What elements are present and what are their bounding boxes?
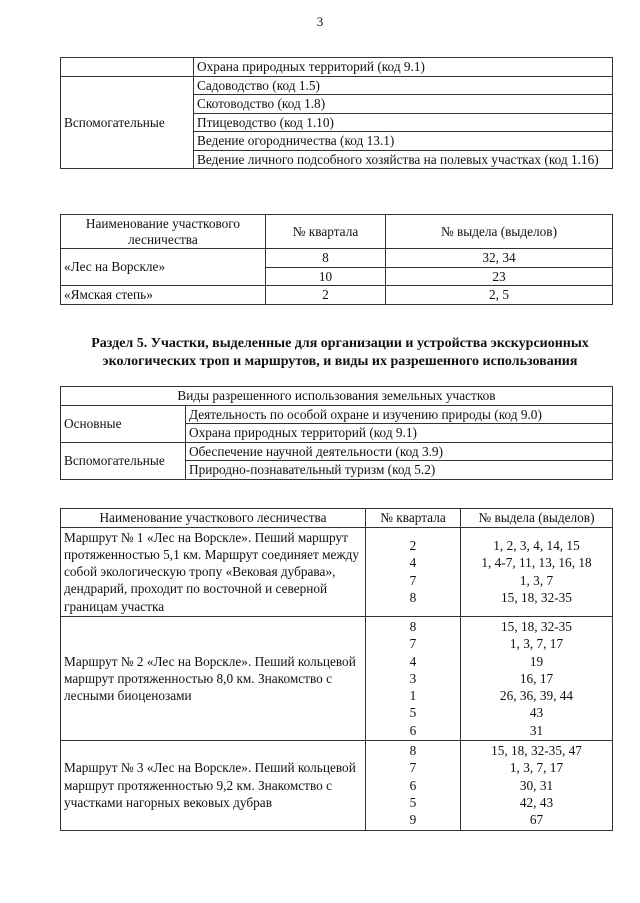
quarter-value: 4: [409, 653, 417, 669]
table-cell: Обеспечение научной деятельности (код 3.9): [186, 442, 613, 461]
allotment-value: 1, 4-7, 11, 13, 16, 18: [481, 555, 592, 571]
table-cell: Садоводство (код 1.5): [194, 76, 613, 95]
table-row: [61, 58, 613, 77]
table-cell: Природно-познавательный туризм (код 5.2): [186, 461, 613, 480]
table-row: [61, 405, 613, 424]
allotment-value: 1, 3, 7: [519, 572, 554, 588]
quarter-value: 5: [409, 794, 417, 810]
table-cell: Ведение огородничества (код 13.1): [194, 132, 613, 151]
allotment-value: 19: [529, 653, 544, 669]
quarter-value: 5: [409, 705, 417, 721]
section-heading: Раздел 5. Участки, выделенные для организации и устройства экскурсионных экологических троп и маршрутов, и виды их разрешенного использования: [91, 336, 589, 369]
table-row: [61, 616, 613, 740]
forestry-name-cell: «Ямская степь»: [61, 286, 266, 305]
table-cell: Птицеводство (код 1.10): [194, 113, 613, 132]
quarter-cell: [366, 616, 461, 740]
allotment-value: 16, 17: [519, 670, 554, 686]
quarter-value: 7: [409, 636, 417, 652]
allotment-value: 15, 18, 32-35: [501, 590, 572, 606]
route-description-cell: Маршрут № 2 «Лес на Ворскле». Пеший кольцевой маршрут протяженностью 8,0 км. Знакомство с лесными биоценозами: [61, 616, 366, 740]
quarter-value: 7: [409, 572, 417, 588]
table-row: [61, 249, 613, 268]
header-cell: № выдела (выделов): [386, 215, 613, 249]
header-cell: Наименование участкового лесничества: [61, 509, 366, 528]
table-cell: Скотоводство (код 1.8): [194, 95, 613, 114]
forestry-quarters-table: [60, 214, 613, 305]
table-row: [61, 286, 613, 305]
allotment-value: 43: [529, 705, 544, 721]
allotment-cell: 23: [386, 267, 613, 286]
quarter-value: 6: [409, 777, 417, 793]
allotment-value: 31: [529, 722, 544, 738]
category-cell: Вспомогательные: [61, 442, 186, 479]
quarter-cell: 2: [266, 286, 386, 305]
table-cell: Деятельность по особой охране и изучению природы (код 9.0): [186, 405, 613, 424]
table-row: [61, 76, 613, 95]
allotment-value: 42, 43: [519, 794, 554, 810]
quarter-value: 8: [409, 618, 417, 634]
permitted-use-table: [60, 386, 613, 480]
quarter-value: 7: [409, 760, 417, 776]
route-description-cell: Маршрут № 1 «Лес на Ворскле». Пеший маршрут протяженностью 5,1 км. Маршрут соединяет между собой экологическую тропу «Вековая дубрава», дендрарий, проходит по восточной и северной границам участка: [61, 527, 366, 616]
header-cell: Наименование участкового лесничества: [61, 215, 266, 249]
quarter-value: 9: [409, 812, 417, 828]
table-cell: Ведение личного подсобного хозяйства на полевых участках (код 1.16): [194, 150, 613, 169]
quarter-value: 4: [409, 555, 417, 571]
allotment-cell: [461, 616, 613, 740]
header-cell: Виды разрешенного использования земельных участков: [61, 387, 613, 406]
allotment-value: 1, 3, 7, 17: [509, 636, 564, 652]
allotment-value: 30, 31: [519, 777, 554, 793]
allotment-cell: [461, 527, 613, 616]
quarter-value: 1: [409, 688, 417, 704]
category-cell: Основные: [61, 405, 186, 442]
table-cell: Охрана природных территорий (код 9.1): [186, 424, 613, 443]
table-cell: [61, 58, 194, 77]
table-row: [61, 527, 613, 616]
allotment-value: 67: [529, 812, 544, 828]
quarter-value: 8: [409, 590, 417, 606]
quarter-cell: [366, 741, 461, 830]
allotment-value: 15, 18, 32-35, 47: [491, 743, 582, 759]
table-header-row: [61, 509, 613, 528]
page-number: 3: [316, 14, 324, 29]
quarter-cell: 8: [266, 249, 386, 268]
land-use-table-continued: [60, 57, 613, 169]
category-cell: Вспомогательные: [61, 76, 194, 169]
table-cell: Охрана природных территорий (код 9.1): [194, 58, 613, 77]
allotment-value: 1, 2, 3, 4, 14, 15: [493, 538, 580, 554]
header-cell: № квартала: [266, 215, 386, 249]
quarter-value: 2: [409, 538, 417, 554]
header-cell: № выдела (выделов): [461, 509, 613, 528]
allotment-cell: 32, 34: [386, 249, 613, 268]
allotment-cell: 2, 5: [386, 286, 613, 305]
quarter-value: 3: [409, 670, 417, 686]
table-header-row: [61, 387, 613, 406]
allotment-value: 1, 3, 7, 17: [509, 760, 564, 776]
table-row: [61, 741, 613, 830]
header-cell: № квартала: [366, 509, 461, 528]
quarter-cell: [366, 527, 461, 616]
allotment-value: 26, 36, 39, 44: [499, 688, 574, 704]
forestry-name-cell: «Лес на Ворскле»: [61, 249, 266, 286]
allotment-value: 15, 18, 32-35: [501, 618, 572, 634]
routes-table: [60, 508, 613, 831]
quarter-cell: 10: [266, 267, 386, 286]
quarter-value: 8: [409, 743, 417, 759]
table-header-row: [61, 215, 613, 249]
quarter-value: 6: [409, 722, 417, 738]
table-row: [61, 442, 613, 461]
allotment-cell: [461, 741, 613, 830]
route-description-cell: Маршрут № 3 «Лес на Ворскле». Пеший кольцевой маршрут протяженностью 9,2 км. Знакомство с участками нагорных вековых дубрав: [61, 741, 366, 830]
